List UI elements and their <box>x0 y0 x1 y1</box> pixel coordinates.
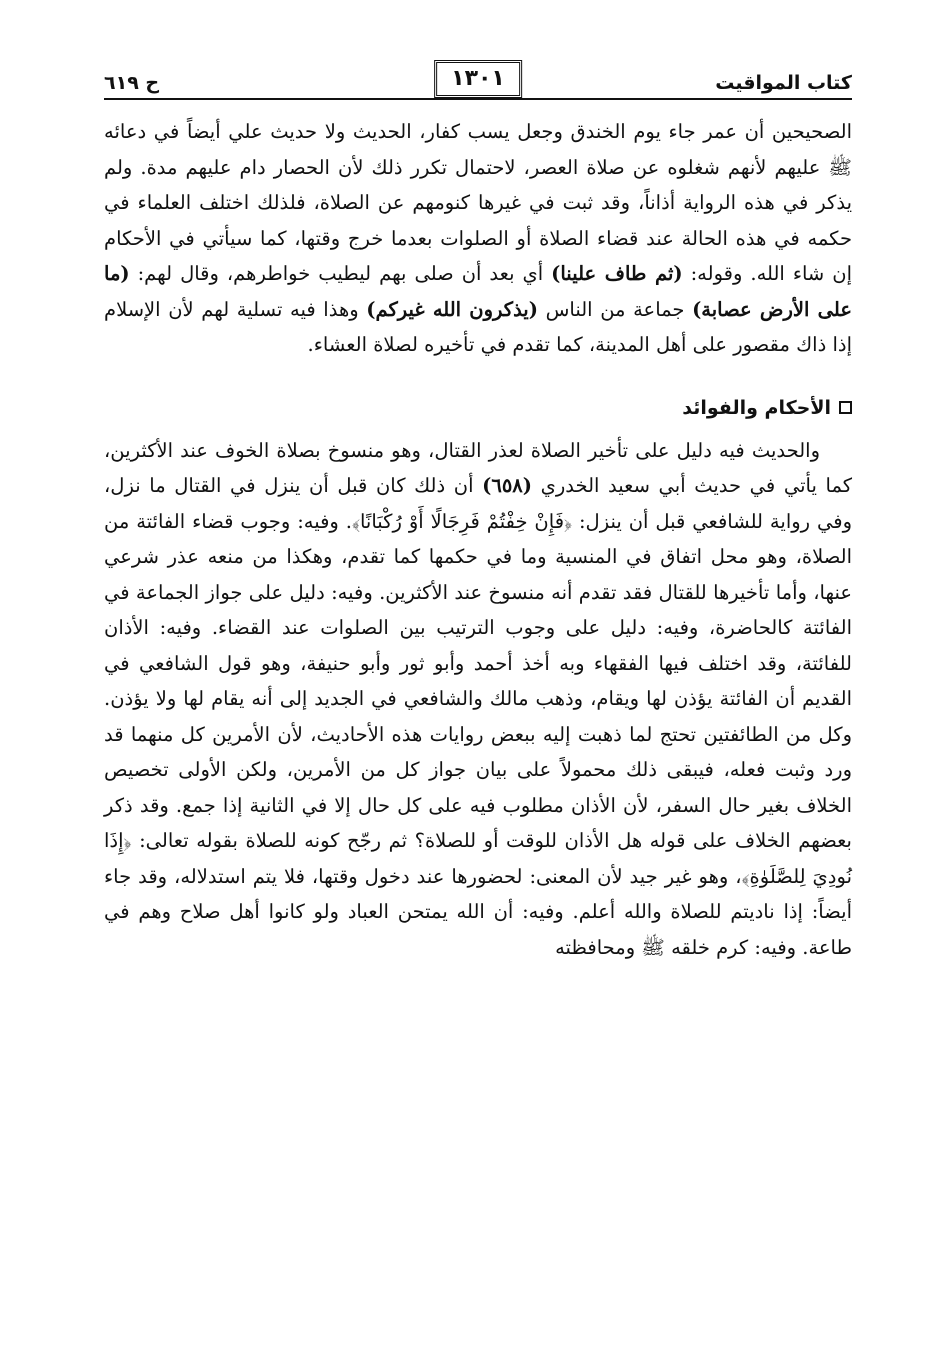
hadith-number: (٦٥٨) <box>482 474 532 497</box>
text-run: والحديث فيه دليل على تأخير الصلاة لعذر القتال، وهو منسوخ بصلاة الخوف عند الأكثرين، كما يأتي في حديث أبي سعيد الخدري <box>104 438 853 497</box>
text-run: وهذا فيه تسلية لهم لأن الإسلام إذا ذاك مقصور على أهل المدينة، كما تقدم في تأخيره لصلاة العشاء. <box>104 297 852 356</box>
commentary-paragraph <box>104 114 852 363</box>
quoted-phrase: (ما على الأرض عصابة) <box>104 262 852 321</box>
section-heading <box>104 393 852 423</box>
rulings-paragraph <box>104 433 852 966</box>
page-number: ١٣٠١ <box>434 60 522 98</box>
quoted-phrase: (يذكرون الله غيركم) <box>366 297 538 321</box>
quoted-phrase: (ثم طاف علينا) <box>551 262 683 285</box>
text-run: أي بعد أن صلى بهم ليطيب خواطرهم، وقال لهم: <box>129 262 552 285</box>
text-run: الصحيحين أن عمر جاء يوم الخندق وجعل يسب كفار، الحديث ولا حديث علي أيضاً في دعائه ﷺ عليهم لأنهم شغلوه عن صلاة العصر، لاحتمال تكرر ذلك لأن الحصار دام عليهم مدة. ولم يذكر في هذه الرواية أذاناً، وقد ثبت في غيرها كنومهم عن الصلاة، فلذلك اختلف العلماء في حكمه في هذه الحالة عند قضاء الصلاة أو الصلوات بعدما خرج وقتها، كما سيأتي في الأحكام إن شاء الله. وقوله: <box>104 120 852 285</box>
page-header <box>104 60 852 102</box>
book-title: كتاب المواقيت <box>715 72 852 94</box>
text-run: أن ذلك كان قبل أن ينزل في القتال ما نزل، وفي رواية للشافعي قبل أن ينزل: ﴿فَإِنْ خِفْتُمْ فَرِجَالًا أَوْ رُكْبَانًا﴾. وفيه: وجوب قضاء الفائتة من الصلاة، وهو محل اتفاق في المنسية وما في حكمها كما تقدم، وهكذا من منعه عذر شرعي عنها، وأما تأخيرها للقتال فقد تقدم أنه منسوخ عند الأكثرين. وفيه: دليل على جواز الجماعة في الفائتة كالحاضرة، وفيه: دليل على وجوب الترتيب بين الصلوات عند القضاء. وفيه: الأذان للفائتة، وقد اختلف فيها الفقهاء وبه أخذ أحمد وأبو ثور وأبو حنيفة، وهو قول الشافعي في القديم أن الفائتة يؤذن لها ويقام، وذهب مالك والشافعي في الجديد إلى أنه يقام لها ولا يؤذن. وكل من الطائفتين تحتج لما ذهبت إليه ببعض روايات هذه الأحاديث، لأن الأمرين كل منهما قد ورد وثبت فعله، فيبقى ذلك محمولاً على بيان جواز كل من الأمرين، ولكن الأولى تخصيص الخلاف بغير حال السفر، لأن الأذان مطلوب فيه على كل حال إلا في الثانية إذا جمع. وقد ذكر بعضهم الخلاف على قوله هل الأذان للوقت أو للصلاة؟ ثم رجّح كونه للصلاة بقوله تعالى: ﴿إِذَا نُودِيَ لِلصَّلَوٰةِ﴾، وهو غير جيد لأن المعنى: لحضورها عند دخول وقتها، فلا يتم استدلاله، وقد جاء أيضاً: إذا ناديتم للصلاة والله أعلم. وفيه: أن الله يمتحن العباد ولو كانوا أهل صلاح وهم في طاعة. وفيه: كرم خلقه ﷺ ومحافظته <box>104 474 852 959</box>
section-heading-text: الأحكام والفوائد <box>682 396 831 419</box>
header-divider <box>104 98 852 100</box>
book-page <box>104 60 852 1300</box>
text-run: جماعة من الناس <box>537 297 693 321</box>
checkbox-square-icon <box>839 401 852 414</box>
hadith-reference: ح ٦١٩ <box>104 72 160 94</box>
